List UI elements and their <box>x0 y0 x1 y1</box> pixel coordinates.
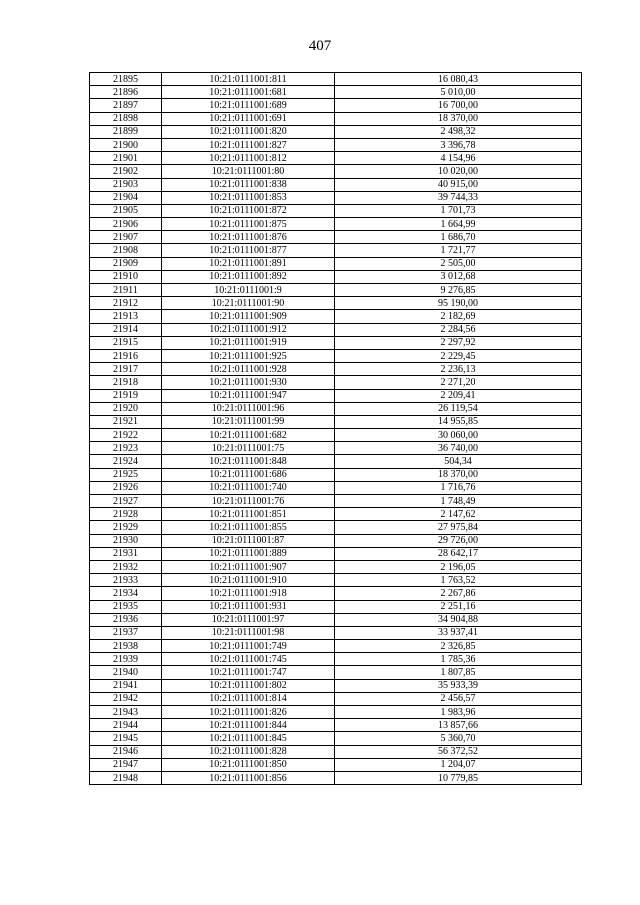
cadastral-number-cell: 10:21:0111001:802 <box>162 679 335 692</box>
table-row <box>90 692 582 705</box>
cadastral-value-cell: 4 154,96 <box>335 152 582 165</box>
cadastral-value-cell: 5 360,70 <box>335 732 582 745</box>
row-number-cell: 21917 <box>90 363 162 376</box>
table-row <box>90 310 582 323</box>
cadastral-number-cell: 10:21:0111001:826 <box>162 706 335 719</box>
table-row <box>90 270 582 283</box>
cadastral-number-cell: 10:21:0111001:80 <box>162 165 335 178</box>
cadastral-number-cell: 10:21:0111001:875 <box>162 218 335 231</box>
table-row <box>90 521 582 534</box>
cadastral-number-cell: 10:21:0111001:749 <box>162 640 335 653</box>
cadastral-value-cell: 33 937,41 <box>335 626 582 639</box>
row-number-cell: 21941 <box>90 679 162 692</box>
row-number-cell: 21937 <box>90 626 162 639</box>
row-number-cell: 21945 <box>90 732 162 745</box>
cadastral-value-cell: 10 779,85 <box>335 771 582 784</box>
table-row <box>90 284 582 297</box>
row-number-cell: 21923 <box>90 442 162 455</box>
table-row <box>90 771 582 784</box>
cadastral-number-cell: 10:21:0111001:889 <box>162 547 335 560</box>
cadastral-number-cell: 10:21:0111001:928 <box>162 363 335 376</box>
cadastral-value-cell: 2 196,05 <box>335 560 582 573</box>
cadastral-value-cell: 16 700,00 <box>335 99 582 112</box>
table-body <box>90 73 582 785</box>
row-number-cell: 21897 <box>90 99 162 112</box>
cadastral-number-cell: 10:21:0111001:876 <box>162 231 335 244</box>
row-number-cell: 21919 <box>90 389 162 402</box>
table-row <box>90 323 582 336</box>
cadastral-value-cell: 1 701,73 <box>335 204 582 217</box>
cadastral-number-cell: 10:21:0111001:856 <box>162 771 335 784</box>
cadastral-value-cell: 36 740,00 <box>335 442 582 455</box>
row-number-cell: 21910 <box>90 270 162 283</box>
cadastral-value-cell: 2 147,62 <box>335 508 582 521</box>
cadastral-value-cell: 504,34 <box>335 455 582 468</box>
row-number-cell: 21947 <box>90 758 162 771</box>
row-number-cell: 21922 <box>90 429 162 442</box>
row-number-cell: 21933 <box>90 574 162 587</box>
cadastral-value-cell: 1 664,99 <box>335 218 582 231</box>
table-row <box>90 429 582 442</box>
row-number-cell: 21948 <box>90 771 162 784</box>
cadastral-value-cell: 2 229,45 <box>335 349 582 362</box>
cadastral-value-cell: 2 456,57 <box>335 692 582 705</box>
row-number-cell: 21901 <box>90 152 162 165</box>
cadastral-value-cell: 1 807,85 <box>335 666 582 679</box>
cadastral-number-cell: 10:21:0111001:844 <box>162 719 335 732</box>
cadastral-value-cell: 16 080,43 <box>335 73 582 86</box>
table-row <box>90 679 582 692</box>
cadastral-number-cell: 10:21:0111001:686 <box>162 468 335 481</box>
row-number-cell: 21920 <box>90 402 162 415</box>
cadastral-value-cell: 2 297,92 <box>335 336 582 349</box>
row-number-cell: 21936 <box>90 613 162 626</box>
row-number-cell: 21898 <box>90 112 162 125</box>
cadastral-value-cell: 28 642,17 <box>335 547 582 560</box>
table-row <box>90 244 582 257</box>
cadastral-number-cell: 10:21:0111001:747 <box>162 666 335 679</box>
cadastral-value-cell: 27 975,84 <box>335 521 582 534</box>
cadastral-value-cell: 2 209,41 <box>335 389 582 402</box>
cadastral-value-cell: 3 396,78 <box>335 138 582 151</box>
cadastral-number-cell: 10:21:0111001:848 <box>162 455 335 468</box>
row-number-cell: 21927 <box>90 495 162 508</box>
table-row <box>90 719 582 732</box>
cadastral-number-cell: 10:21:0111001:855 <box>162 521 335 534</box>
table-row <box>90 442 582 455</box>
table-row <box>90 547 582 560</box>
table-row <box>90 138 582 151</box>
row-number-cell: 21895 <box>90 73 162 86</box>
row-number-cell: 21934 <box>90 587 162 600</box>
row-number-cell: 21929 <box>90 521 162 534</box>
table-row <box>90 112 582 125</box>
cadastral-number-cell: 10:21:0111001:682 <box>162 429 335 442</box>
table-row <box>90 415 582 428</box>
row-number-cell: 21918 <box>90 376 162 389</box>
row-number-cell: 21931 <box>90 547 162 560</box>
row-number-cell: 21905 <box>90 204 162 217</box>
table-row <box>90 745 582 758</box>
cadastral-value-cell: 39 744,33 <box>335 191 582 204</box>
row-number-cell: 21902 <box>90 165 162 178</box>
cadastral-number-cell: 10:21:0111001:689 <box>162 99 335 112</box>
table-row <box>90 587 582 600</box>
cadastral-number-cell: 10:21:0111001:845 <box>162 732 335 745</box>
cadastral-number-cell: 10:21:0111001:918 <box>162 587 335 600</box>
cadastral-number-cell: 10:21:0111001:850 <box>162 758 335 771</box>
row-number-cell: 21926 <box>90 481 162 494</box>
cadastral-value-cell: 34 904,88 <box>335 613 582 626</box>
cadastral-value-cell: 9 276,85 <box>335 284 582 297</box>
cadastral-number-cell: 10:21:0111001:931 <box>162 600 335 613</box>
cadastral-value-cell: 2 251,16 <box>335 600 582 613</box>
cadastral-value-cell: 14 955,85 <box>335 415 582 428</box>
table-row <box>90 495 582 508</box>
cadastral-number-cell: 10:21:0111001:925 <box>162 349 335 362</box>
row-number-cell: 21944 <box>90 719 162 732</box>
table-row <box>90 706 582 719</box>
cadastral-number-cell: 10:21:0111001:681 <box>162 86 335 99</box>
cadastral-number-cell: 10:21:0111001:909 <box>162 310 335 323</box>
cadastral-value-cell: 1 716,76 <box>335 481 582 494</box>
cadastral-number-cell: 10:21:0111001:98 <box>162 626 335 639</box>
cadastral-value-cell: 2 236,13 <box>335 363 582 376</box>
table-row <box>90 99 582 112</box>
table-row <box>90 600 582 613</box>
cadastral-value-cell: 2 498,32 <box>335 125 582 138</box>
cadastral-number-cell: 10:21:0111001:910 <box>162 574 335 587</box>
cadastral-number-cell: 10:21:0111001:812 <box>162 152 335 165</box>
table-row <box>90 666 582 679</box>
cadastral-value-cell: 1 983,96 <box>335 706 582 719</box>
row-number-cell: 21907 <box>90 231 162 244</box>
cadastral-value-cell: 13 857,66 <box>335 719 582 732</box>
row-number-cell: 21930 <box>90 534 162 547</box>
cadastral-value-cell: 2 267,86 <box>335 587 582 600</box>
cadastral-number-cell: 10:21:0111001:740 <box>162 481 335 494</box>
cadastral-value-cell: 1 686,70 <box>335 231 582 244</box>
row-number-cell: 21903 <box>90 178 162 191</box>
table-row <box>90 257 582 270</box>
row-number-cell: 21900 <box>90 138 162 151</box>
cadastral-number-cell: 10:21:0111001:75 <box>162 442 335 455</box>
cadastral-value-cell: 1 785,36 <box>335 653 582 666</box>
cadastral-value-cell: 30 060,00 <box>335 429 582 442</box>
row-number-cell: 21935 <box>90 600 162 613</box>
table-row <box>90 640 582 653</box>
row-number-cell: 21939 <box>90 653 162 666</box>
row-number-cell: 21932 <box>90 560 162 573</box>
cadastral-value-cell: 2 284,56 <box>335 323 582 336</box>
row-number-cell: 21924 <box>90 455 162 468</box>
row-number-cell: 21906 <box>90 218 162 231</box>
row-number-cell: 21908 <box>90 244 162 257</box>
cadastral-value-cell: 1 204,07 <box>335 758 582 771</box>
cadastral-number-cell: 10:21:0111001:891 <box>162 257 335 270</box>
page-number: 407 <box>308 38 332 54</box>
cadastral-value-cell: 26 119,54 <box>335 402 582 415</box>
table-row <box>90 402 582 415</box>
cadastral-value-cell: 56 372,52 <box>335 745 582 758</box>
cadastral-value-table <box>89 72 582 785</box>
row-number-cell: 21943 <box>90 706 162 719</box>
row-number-cell: 21946 <box>90 745 162 758</box>
cadastral-number-cell: 10:21:0111001:691 <box>162 112 335 125</box>
cadastral-number-cell: 10:21:0111001:853 <box>162 191 335 204</box>
table-row <box>90 178 582 191</box>
row-number-cell: 21913 <box>90 310 162 323</box>
table-row <box>90 191 582 204</box>
cadastral-number-cell: 10:21:0111001:828 <box>162 745 335 758</box>
cadastral-number-cell: 10:21:0111001:907 <box>162 560 335 573</box>
table-row <box>90 758 582 771</box>
cadastral-number-cell: 10:21:0111001:827 <box>162 138 335 151</box>
table-row <box>90 389 582 402</box>
row-number-cell: 21914 <box>90 323 162 336</box>
row-number-cell: 21909 <box>90 257 162 270</box>
cadastral-value-cell: 1 721,77 <box>335 244 582 257</box>
cadastral-number-cell: 10:21:0111001:97 <box>162 613 335 626</box>
cadastral-value-cell: 10 020,00 <box>335 165 582 178</box>
row-number-cell: 21940 <box>90 666 162 679</box>
table-row <box>90 455 582 468</box>
cadastral-value-cell: 1 763,52 <box>335 574 582 587</box>
cadastral-number-cell: 10:21:0111001:99 <box>162 415 335 428</box>
cadastral-number-cell: 10:21:0111001:838 <box>162 178 335 191</box>
cadastral-number-cell: 10:21:0111001:811 <box>162 73 335 86</box>
cadastral-value-cell: 2 182,69 <box>335 310 582 323</box>
cadastral-number-cell: 10:21:0111001:919 <box>162 336 335 349</box>
table-row <box>90 732 582 745</box>
cadastral-number-cell: 10:21:0111001:912 <box>162 323 335 336</box>
cadastral-number-cell: 10:21:0111001:87 <box>162 534 335 547</box>
cadastral-number-cell: 10:21:0111001:877 <box>162 244 335 257</box>
cadastral-number-cell: 10:21:0111001:930 <box>162 376 335 389</box>
table-row <box>90 73 582 86</box>
cadastral-value-cell: 40 915,00 <box>335 178 582 191</box>
table-row <box>90 468 582 481</box>
cadastral-value-cell: 3 012,68 <box>335 270 582 283</box>
cadastral-number-cell: 10:21:0111001:947 <box>162 389 335 402</box>
cadastral-value-cell: 2 271,20 <box>335 376 582 389</box>
cadastral-number-cell: 10:21:0111001:96 <box>162 402 335 415</box>
table-row <box>90 363 582 376</box>
table-row <box>90 125 582 138</box>
cadastral-number-cell: 10:21:0111001:872 <box>162 204 335 217</box>
table-row <box>90 204 582 217</box>
table-row <box>90 349 582 362</box>
cadastral-number-cell: 10:21:0111001:851 <box>162 508 335 521</box>
row-number-cell: 21904 <box>90 191 162 204</box>
table-row <box>90 574 582 587</box>
cadastral-number-cell: 10:21:0111001:892 <box>162 270 335 283</box>
cadastral-value-cell: 18 370,00 <box>335 468 582 481</box>
row-number-cell: 21925 <box>90 468 162 481</box>
cadastral-number-cell: 10:21:0111001:745 <box>162 653 335 666</box>
table-row <box>90 613 582 626</box>
row-number-cell: 21928 <box>90 508 162 521</box>
row-number-cell: 21896 <box>90 86 162 99</box>
table-row <box>90 218 582 231</box>
cadastral-value-cell: 2 326,85 <box>335 640 582 653</box>
cadastral-value-cell: 35 933,39 <box>335 679 582 692</box>
cadastral-value-cell: 5 010,00 <box>335 86 582 99</box>
table-row <box>90 152 582 165</box>
table-row <box>90 165 582 178</box>
table-row <box>90 508 582 521</box>
cadastral-value-cell: 18 370,00 <box>335 112 582 125</box>
row-number-cell: 21916 <box>90 349 162 362</box>
cadastral-number-cell: 10:21:0111001:90 <box>162 297 335 310</box>
cadastral-value-cell: 1 748,49 <box>335 495 582 508</box>
table-row <box>90 653 582 666</box>
row-number-cell: 21915 <box>90 336 162 349</box>
row-number-cell: 21942 <box>90 692 162 705</box>
table-row <box>90 376 582 389</box>
table-row <box>90 336 582 349</box>
row-number-cell: 21911 <box>90 284 162 297</box>
table-row <box>90 86 582 99</box>
row-number-cell: 21912 <box>90 297 162 310</box>
table-row <box>90 534 582 547</box>
cadastral-value-cell: 29 726,00 <box>335 534 582 547</box>
table-row <box>90 560 582 573</box>
table-row <box>90 481 582 494</box>
table-row <box>90 297 582 310</box>
row-number-cell: 21899 <box>90 125 162 138</box>
row-number-cell: 21921 <box>90 415 162 428</box>
cadastral-number-cell: 10:21:0111001:820 <box>162 125 335 138</box>
cadastral-number-cell: 10:21:0111001:76 <box>162 495 335 508</box>
cadastral-number-cell: 10:21:0111001:9 <box>162 284 335 297</box>
cadastral-value-cell: 2 505,00 <box>335 257 582 270</box>
cadastral-number-cell: 10:21:0111001:814 <box>162 692 335 705</box>
row-number-cell: 21938 <box>90 640 162 653</box>
cadastral-value-cell: 95 190,00 <box>335 297 582 310</box>
table-row <box>90 231 582 244</box>
table-row <box>90 626 582 639</box>
